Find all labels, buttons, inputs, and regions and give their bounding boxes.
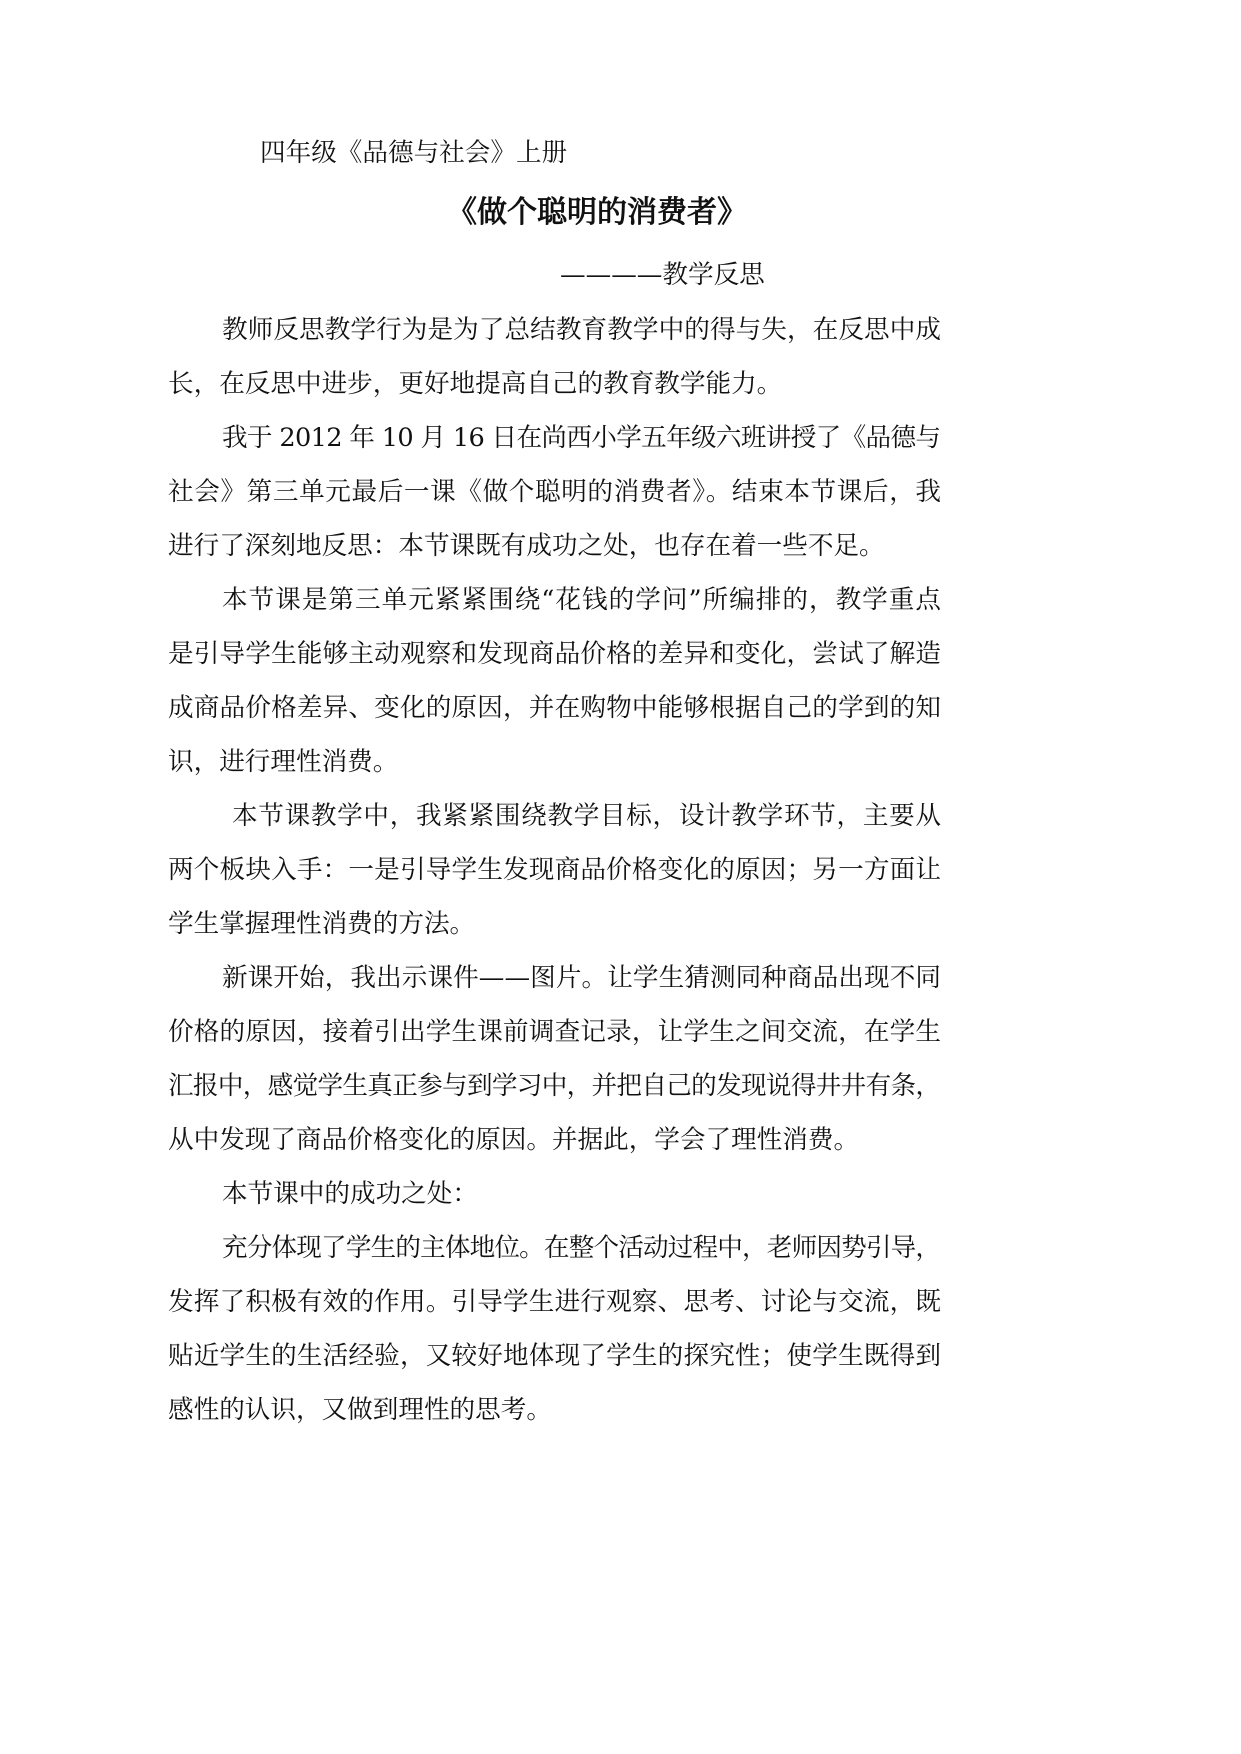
- text-line: 本节课教学中，我紧紧围绕教学目标，设计教学环节，主要从: [232, 801, 942, 831]
- paragraph-6: [168, 1167, 941, 1221]
- text-line: 汇报中，感觉学生真正参与到学习中，并把自己的发现说得井井有条，: [168, 1071, 941, 1101]
- text-line: 本节课中的成功之处：: [222, 1179, 478, 1209]
- document-body: [168, 303, 941, 1437]
- text-line: 是引导学生能够主动观察和发现商品价格的差异和变化，尝试了解造: [168, 639, 942, 669]
- text-line: 识，进行理性消费。: [168, 747, 399, 777]
- text-line: 价格的原因，接着引出学生课前调查记录，让学生之间交流，在学生: [168, 1017, 942, 1047]
- text-line: 社会》第三单元最后一课《做个聪明的消费者》。结束本节课后，我: [168, 477, 942, 507]
- text-line: 学生掌握理性消费的方法。: [168, 909, 476, 939]
- text-line: 教师反思教学行为是为了总结教育教学中的得与失，在反思中成: [222, 315, 942, 345]
- paragraph-1: [168, 303, 941, 411]
- paragraph-4: [168, 789, 941, 951]
- text-line: 贴近学生的生活经验，又较好地体现了学生的探究性；使学生既得到: [168, 1341, 942, 1371]
- text-line: 两个板块入手：一是引导学生发现商品价格变化的原因；另一方面让: [168, 855, 942, 885]
- text-line: 发挥了积极有效的作用。引导学生进行观察、思考、讨论与交流，既: [168, 1287, 942, 1317]
- text-line: 我于 2012 年 10 月 16 日在尚西小学五年级六班讲授了《品德与: [222, 423, 941, 453]
- document-title: 《做个聪明的消费者》: [447, 195, 747, 230]
- text-line: 成商品价格差异、变化的原因，并在购物中能够根据自己的学到的知: [168, 693, 942, 723]
- document-subtitle: ————教学反思: [560, 260, 765, 290]
- text-line: 进行了深刻地反思：本节课既有成功之处，也存在着一些不足。: [168, 531, 885, 561]
- course-label: 四年级《品德与社会》上册: [260, 138, 568, 168]
- paragraph-2: [168, 411, 941, 573]
- paragraph-5: [168, 951, 941, 1167]
- paragraph-7: [168, 1221, 941, 1437]
- paragraph-3: [168, 573, 941, 789]
- text-line: 感性的认识，又做到理性的思考。: [168, 1395, 552, 1425]
- text-line: 从中发现了商品价格变化的原因。并据此，学会了理性消费。: [168, 1125, 860, 1155]
- text-line: 本节课是第三单元紧紧围绕“花钱的学问”所编排的，教学重点: [222, 585, 943, 615]
- text-line: 长，在反思中进步，更好地提高自己的教育教学能力。: [168, 369, 783, 399]
- text-line: 充分体现了学生的主体地位。在整个活动过程中，老师因势引导，: [222, 1233, 941, 1263]
- text-line: 新课开始，我出示课件——图片。让学生猜测同种商品出现不同: [222, 963, 942, 993]
